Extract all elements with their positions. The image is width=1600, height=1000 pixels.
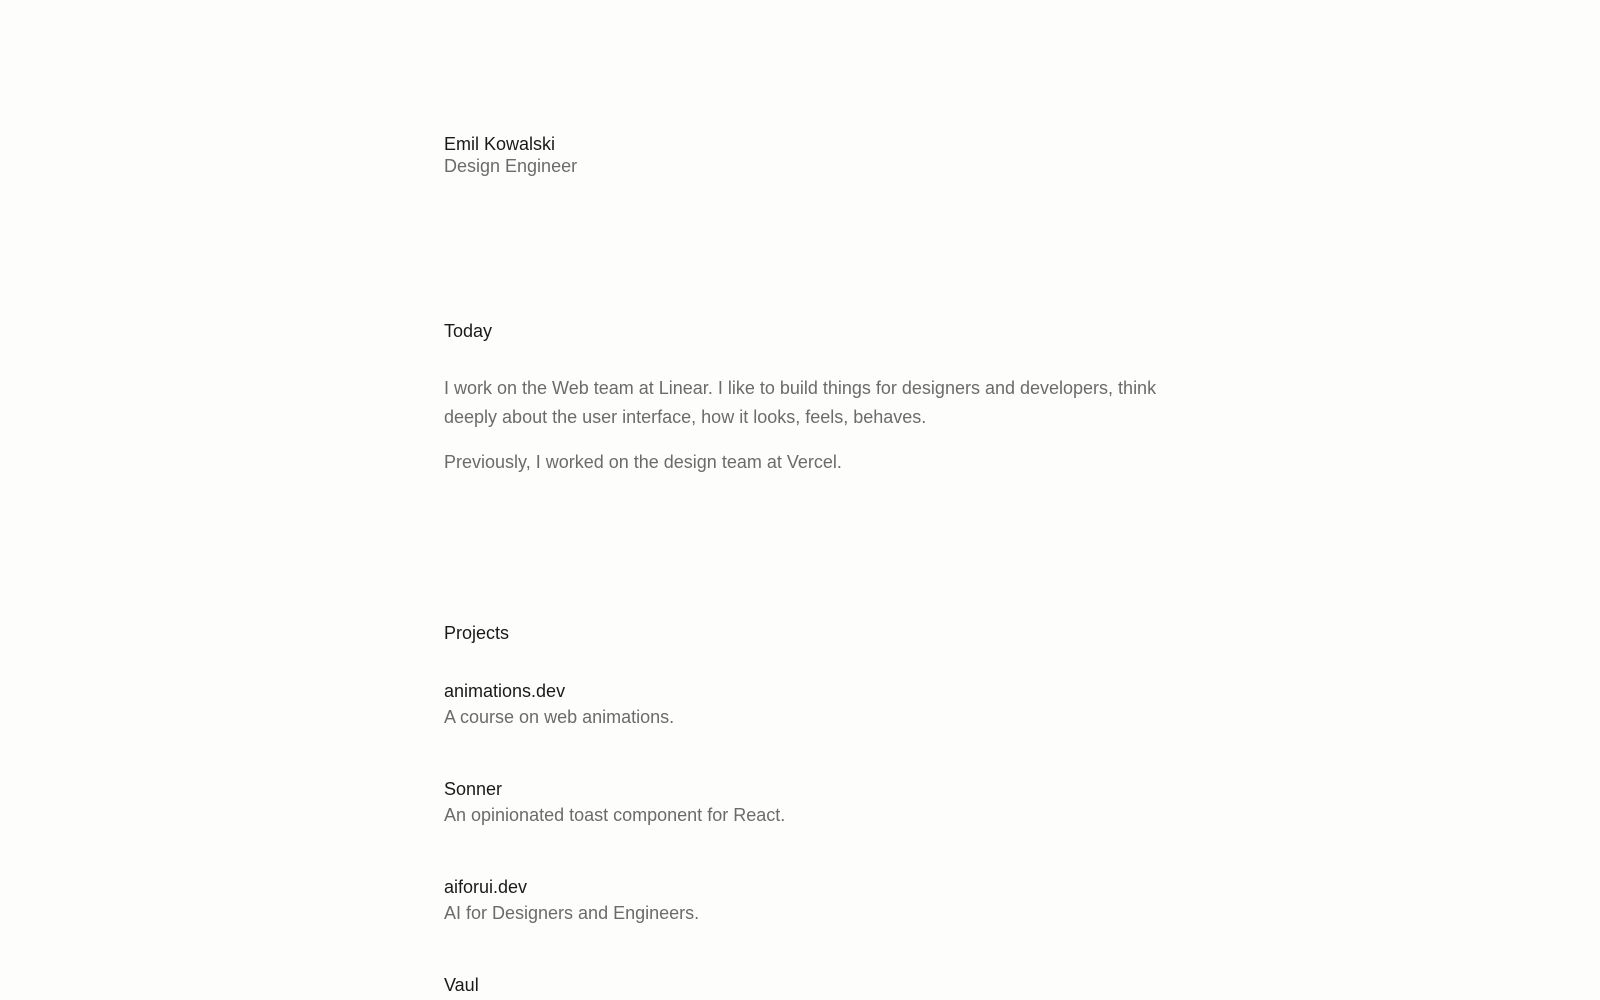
project-name: Sonner bbox=[444, 779, 503, 799]
project-description: A course on web animations. bbox=[444, 707, 675, 727]
project-link-vaul[interactable] bbox=[444, 974, 1164, 1000]
project-name: Vaul bbox=[444, 975, 479, 995]
project-link-animations-dev[interactable] bbox=[444, 680, 1164, 728]
project-name: animations.dev bbox=[444, 681, 566, 701]
project-link-aiforui-dev[interactable] bbox=[444, 876, 1164, 924]
today-paragraph-previous-role: Previously, I worked on the design team at Vercel. bbox=[444, 452, 842, 472]
author-role: Design Engineer bbox=[444, 156, 578, 176]
project-name: aiforui.dev bbox=[444, 877, 528, 897]
today-section bbox=[444, 320, 1164, 472]
today-paragraph-current-role: I work on the Web team at Linear. I like to build things for designers and developers, think deeply about the user interface, how it looks, feels, behaves. bbox=[444, 378, 1157, 427]
projects-section bbox=[444, 622, 1164, 995]
projects-heading: Projects bbox=[444, 623, 510, 643]
project-description: AI for Designers and Engineers. bbox=[444, 903, 700, 923]
project-description: An opinionated toast component for React. bbox=[444, 805, 786, 825]
site-header bbox=[444, 133, 1164, 177]
author-name[interactable]: Emil Kowalski bbox=[444, 134, 556, 154]
today-heading: Today bbox=[444, 321, 493, 341]
project-link-sonner[interactable] bbox=[444, 778, 1164, 826]
